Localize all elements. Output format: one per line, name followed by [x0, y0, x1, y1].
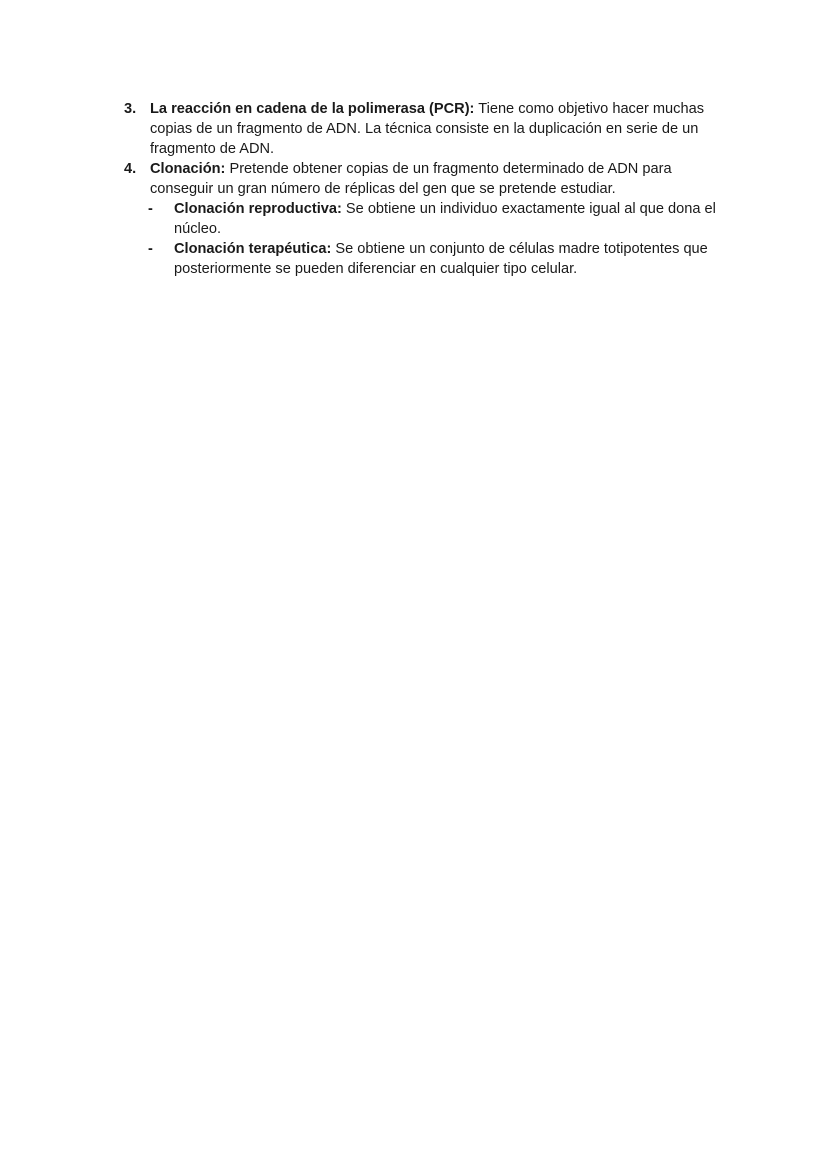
subitem-term: Clonación reproductiva: [174, 201, 342, 217]
list-item-number: 4. [124, 161, 137, 177]
bullet-dash: - [148, 241, 153, 257]
list-item-text: Tiene como objetivo hacer muchas copias de un fragmento de ADN. La técnica consiste en la duplicación en serie de un fragmento de ADN. [150, 101, 704, 157]
list-item-text: Pretende obtener copias de un fragmento determinado de ADN para conseguir un gran número de réplicas del gen que se pretende estudiar. [150, 161, 672, 197]
subitem-text: Se obtiene un conjunto de células madre totipotentes que posteriormente se pueden diferenciar en cualquier tipo celular. [174, 241, 708, 277]
list-item-term: La reacción en cadena de la polimerasa (PCR): [150, 101, 475, 117]
subitem-text: Se obtiene un individuo exactamente igual al que dona el núcleo. [174, 201, 716, 237]
subitem-clonacion-terapeutica [124, 239, 724, 279]
list-item-clonacion [124, 159, 724, 199]
numbered-list [124, 99, 724, 279]
subitem-term: Clonación terapéutica: [174, 241, 332, 257]
bullet-dash: - [148, 201, 153, 217]
subitem-clonacion-reproductiva [124, 199, 724, 239]
list-item-number: 3. [124, 101, 137, 117]
bullet-sublist [124, 199, 724, 279]
list-item-pcr [124, 99, 724, 159]
list-item-term: Clonación: [150, 161, 226, 177]
